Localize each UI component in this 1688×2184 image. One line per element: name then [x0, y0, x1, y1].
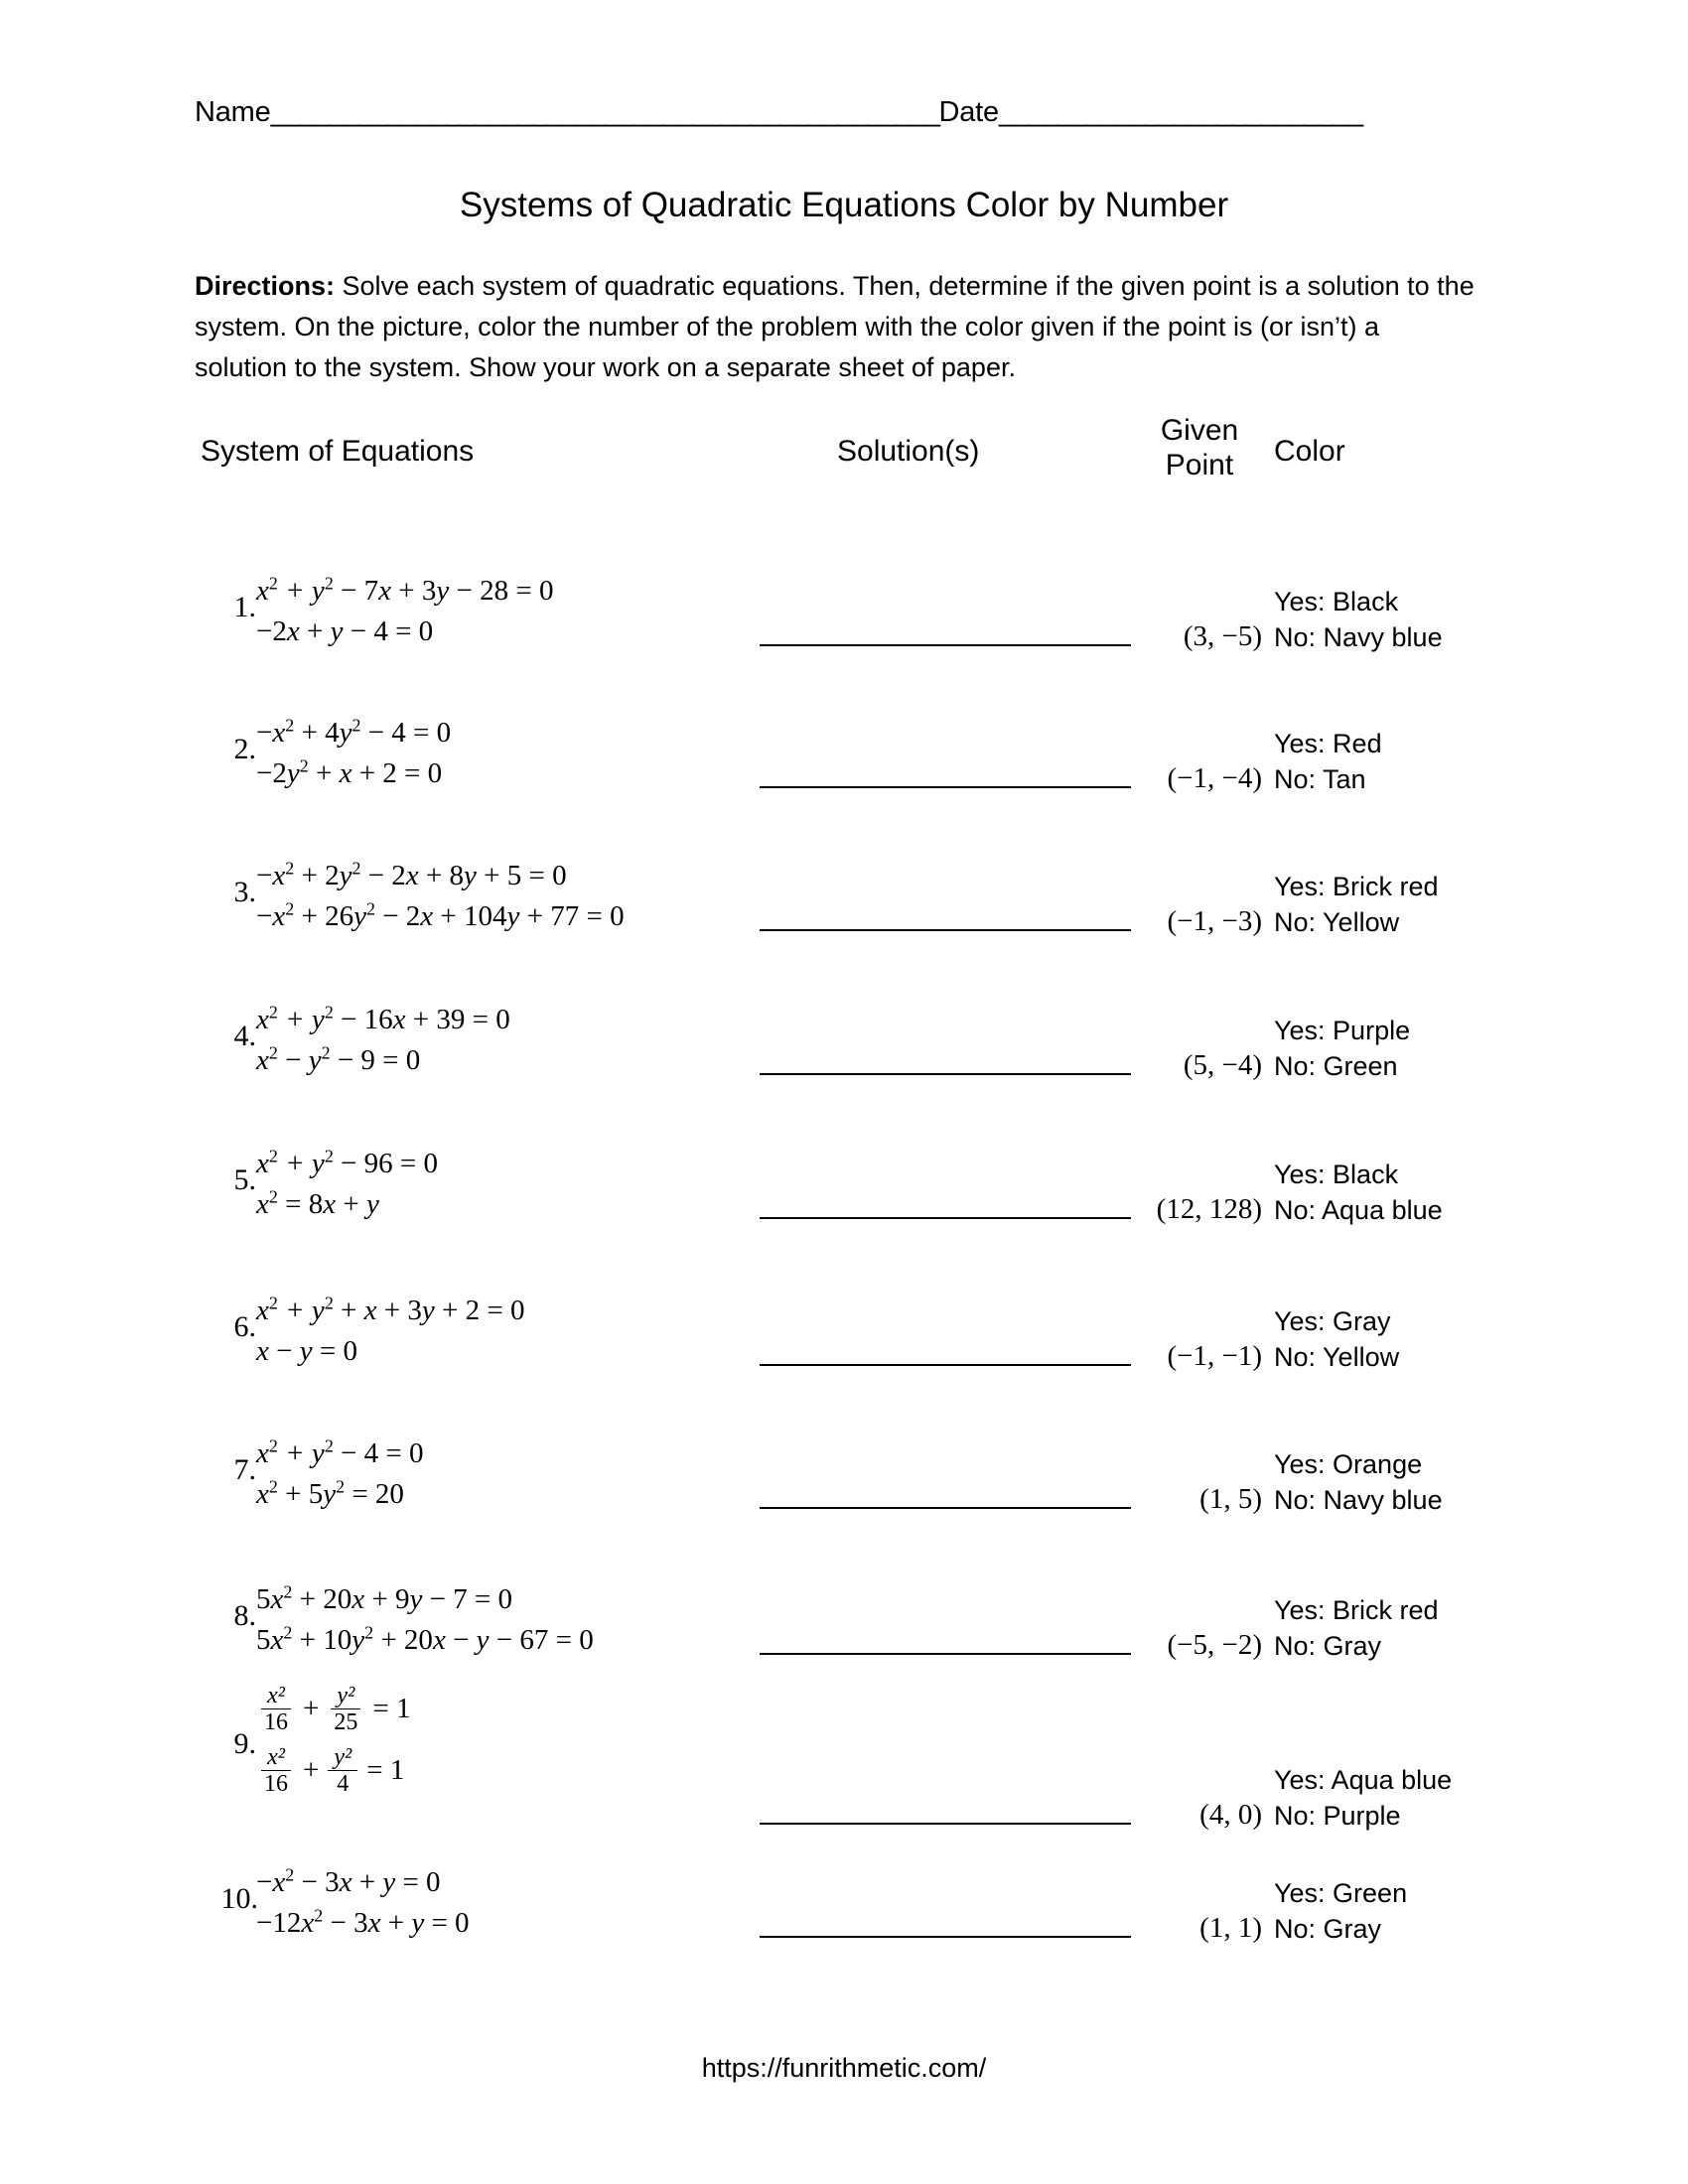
color-yes: Yes: Green	[1274, 1878, 1408, 1908]
fraction-denominator: 25	[334, 1708, 358, 1735]
color-no: No: Gray	[1274, 1631, 1382, 1661]
color-options	[1274, 1157, 1443, 1228]
given-point-value: (−1, −1)	[1167, 1340, 1262, 1372]
color-no: No: Tan	[1274, 764, 1366, 794]
color-options	[1274, 584, 1443, 655]
given-point-value: (−1, −3)	[1167, 905, 1262, 937]
directions-text: Solve each system of quadratic equations. Then, determine if the given point is a solution to the system. On the picture, color the number of the problem with the color given if the point is (or isn’t) a solution to the system. Show your work on a separate sheet of paper.	[195, 271, 1475, 382]
fraction-denominator: 16	[264, 1770, 288, 1797]
equals-one: = 1	[366, 1753, 405, 1786]
problem-number: 7.	[233, 1453, 256, 1486]
equation-group	[256, 1291, 524, 1372]
given-point-value: (12, 128)	[1156, 1193, 1262, 1225]
color-yes: Yes: Orange	[1274, 1449, 1423, 1479]
column-header-color: Color	[1274, 435, 1345, 468]
problem-number: 2.	[233, 733, 256, 765]
equation-line	[256, 1739, 417, 1801]
date-label: Date	[938, 96, 999, 128]
equation-group	[256, 856, 625, 937]
equation-group	[256, 571, 553, 652]
equation-line: $x^2 + y^2 + x + 3y + 2 = 0$	[256, 1293, 525, 1326]
equation-line: $x^2 + y^2 - 16x + 39 = 0$	[256, 1002, 510, 1035]
equation-group	[256, 1579, 594, 1661]
color-no: No: Navy blue	[1274, 1485, 1443, 1515]
equation-line: $-x^2 + 2y^2 - 2x + 8y + 5 = 0$	[256, 858, 567, 891]
given-point-value: (1, 5)	[1199, 1483, 1262, 1515]
problem-number: 4.	[233, 1020, 256, 1052]
color-yes: Yes: Brick red	[1274, 872, 1439, 901]
plus-operator: +	[303, 1753, 320, 1786]
name-label: Name	[195, 96, 271, 128]
equation-group	[256, 1000, 510, 1081]
color-no: No: Purple	[1274, 1801, 1401, 1831]
fraction-numerator: x²	[261, 1684, 291, 1709]
given-point-value: (−5, −2)	[1167, 1629, 1262, 1661]
equation-group	[256, 1433, 424, 1515]
fraction-y-squared-over-4	[328, 1745, 357, 1796]
fraction-y-squared-over-25	[328, 1684, 363, 1734]
color-options	[1274, 726, 1382, 797]
equation-line: −2x + y − 4 = 0	[256, 615, 434, 647]
equation-line: $x^2 + y^2 - 4 = 0$	[256, 1435, 424, 1469]
problem-number: 9.	[233, 1727, 256, 1760]
equation-group	[256, 713, 451, 794]
equals-one: = 1	[372, 1692, 411, 1724]
fraction-x-squared-over-16	[258, 1745, 294, 1796]
problem-number: 6.	[233, 1310, 256, 1343]
equation-line: $-12x^2 - 3x + y = 0$	[256, 1905, 470, 1939]
directions-label: Directions:	[195, 271, 336, 301]
color-options	[1274, 1592, 1439, 1664]
equation-group	[256, 1144, 438, 1225]
fraction-x-squared-over-16	[258, 1684, 294, 1734]
color-no: No: Yellow	[1274, 1342, 1400, 1372]
given-point-line2: Point	[1165, 449, 1234, 481]
column-header-solutions: Solution(s)	[837, 435, 980, 468]
color-no: No: Navy blue	[1274, 622, 1443, 652]
problem-number: 10.	[220, 1882, 258, 1915]
equation-line: x − y = 0	[256, 1335, 357, 1367]
color-no: No: Green	[1274, 1051, 1398, 1081]
given-point-value: (5, −4)	[1183, 1049, 1262, 1081]
problem-number: 5.	[233, 1163, 256, 1196]
equation-line	[256, 1678, 417, 1739]
given-point-line1: Given	[1160, 414, 1239, 447]
color-yes: Yes: Aqua blue	[1274, 1765, 1453, 1795]
equation-line: $x^2 - y^2 - 9 = 0$	[256, 1042, 421, 1076]
equation-line: $-x^2 + 4y^2 - 4 = 0$	[256, 715, 452, 749]
problem-number: 8.	[233, 1599, 256, 1632]
problem-number: 1.	[233, 591, 256, 623]
given-point-value: (3, −5)	[1183, 620, 1262, 652]
fraction-denominator: 16	[264, 1708, 288, 1735]
color-options	[1274, 1303, 1399, 1375]
column-header-system: System of Equations	[201, 435, 475, 468]
equation-line: $-2y^2 + x + 2 = 0$	[256, 755, 443, 789]
plus-operator: +	[303, 1692, 320, 1724]
equation-line: $-x^2 - 3x + y = 0$	[256, 1864, 441, 1898]
equation-group	[256, 1678, 417, 1801]
color-options	[1274, 869, 1439, 940]
fraction-numerator: y²	[331, 1684, 360, 1709]
color-options	[1274, 1446, 1443, 1518]
date-blank-line[interactable]: _________________________	[998, 96, 1362, 128]
equation-line: $x^2 + y^2 - 96 = 0$	[256, 1146, 439, 1179]
fraction-numerator: x²	[261, 1745, 291, 1771]
given-point-value: (4, 0)	[1199, 1799, 1262, 1831]
equation-group	[256, 1862, 470, 1944]
equation-line: $5x^2 + 10y^2 + 20x - y - 67 = 0$	[256, 1622, 594, 1656]
color-yes: Yes: Black	[1274, 1160, 1399, 1189]
equation-line: $x^2 = 8x + y$	[256, 1186, 379, 1220]
given-point-value: (−1, −4)	[1167, 762, 1262, 794]
problem-number: 3.	[233, 876, 256, 908]
color-no: No: Yellow	[1274, 907, 1400, 937]
equation-line: $-x^2 + 26y^2 - 2x + 104y + 77 = 0$	[256, 898, 625, 932]
color-options	[1274, 1762, 1452, 1834]
fraction-numerator: y²	[328, 1745, 357, 1771]
footer-url[interactable]: https://funrithmetic.com/	[701, 2053, 987, 2083]
color-yes: Yes: Gray	[1274, 1306, 1391, 1336]
page-title: Systems of Quadratic Equations Color by Number	[459, 186, 1229, 224]
color-yes: Yes: Black	[1274, 587, 1399, 616]
color-yes: Yes: Brick red	[1274, 1595, 1439, 1625]
equation-line: $5x^2 + 20x + 9y - 7 = 0$	[256, 1581, 513, 1615]
color-options	[1274, 1013, 1410, 1084]
equation-line: $x^2 + 5y^2 = 20$	[256, 1476, 404, 1510]
color-no: No: Gray	[1274, 1914, 1382, 1944]
color-no: No: Aqua blue	[1274, 1195, 1443, 1225]
given-point-value: (1, 1)	[1199, 1912, 1262, 1944]
color-yes: Yes: Purple	[1274, 1016, 1411, 1045]
fraction-denominator: 4	[337, 1770, 350, 1797]
color-options	[1274, 1875, 1407, 1947]
equation-line: $x^2 + y^2 - 7x + 3y - 28 = 0$	[256, 573, 554, 607]
color-yes: Yes: Red	[1274, 729, 1382, 758]
name-blank-line[interactable]: ______________________________________________	[270, 96, 939, 128]
